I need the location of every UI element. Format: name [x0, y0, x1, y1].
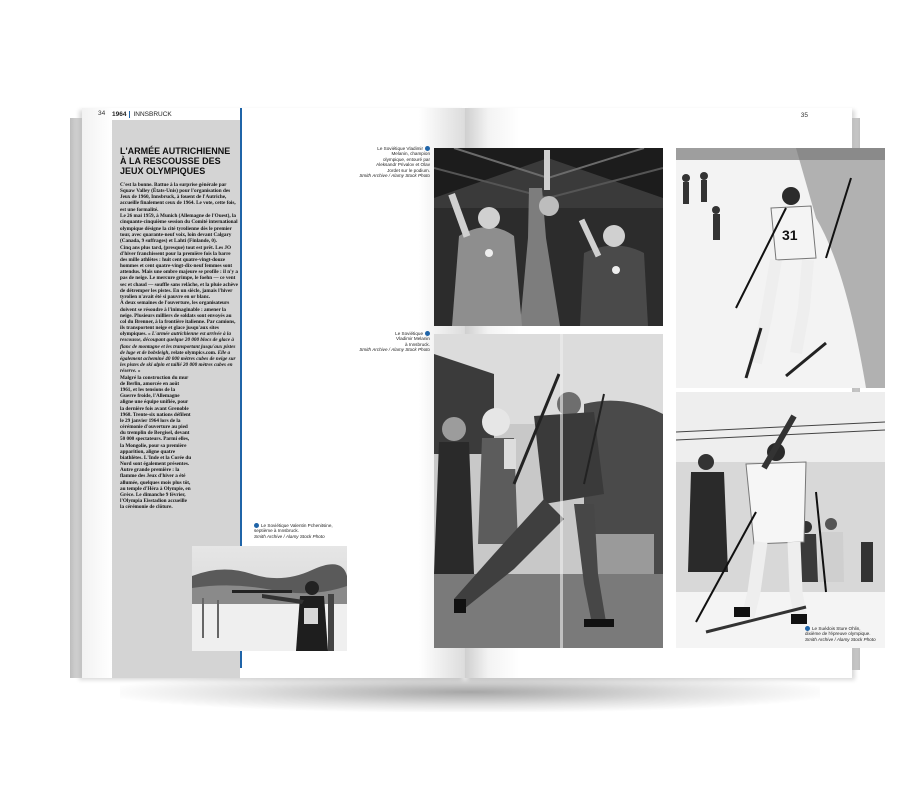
- paragraph: Malgré la construction du mur de Berlin, amorcée en août 1961, et les tensions de la Guerre froide, l'Allemagne aligne une équipe unifiée, pour la dernière fois avant Grenoble 1968. Trente-six nations défilent le 29 janvier 1964 lors de la cérémonie d'ouverture au pied du tremplin de Bergisel, devant 50 000 spectateurs. Parmi elles, la Mongolie, pour sa première apparition, aligne quatre biathlètes. L'Inde et la Corée du Nord sont également présentes. Autre grande première : la flamme des Jeux d'hiver a été allumée, quelques mois plus tôt, au temple d'Héra à Olympie, en Grèce. Le dimanche 9 février, l'Olympia Eisstadion accueille la cérémonie de clôture.: [120, 374, 192, 511]
- caption-pshenitsin: Le Soviétique Valentin Pchenitsine, septième à Innsbruck. Smith Archive / Alamy Stock Photo: [254, 523, 333, 539]
- photo-ohlin-image: [676, 392, 885, 648]
- article-title: L'ARMÉE AUTRICHIENNE À LA RESCOUSSE DES JEUX OLYMPIQUES: [120, 146, 231, 176]
- caption-ohlin: Le Suédois Sture Ohlin, dixième de l'épreuve olympique. Smith Archive / Alamy Stock Photo: [805, 626, 876, 642]
- photo-shooting-image: [192, 546, 347, 651]
- page-number-left: 34: [98, 110, 106, 117]
- caption-melanin: Le Soviétique Vladimir Melanin à Innsbruck. Smith Archive / Alamy Stock Photo: [359, 331, 430, 353]
- header-city: INNSBRUCK: [133, 110, 172, 118]
- paragraph: Le 26 mai 1959, à Munich (Allemagne de l'Ouest), la cinquante-cinquième session du Comité international olympique désigne la cité tyrolienne dès le premier tour, avec quarante-neuf voix, loin devant Calgary (Canada, 9 suffrages) et Lahti (Finlande, 0).: [120, 213, 238, 244]
- header-year: 1964: [112, 110, 127, 118]
- article-body: [120, 182, 238, 511]
- photo-melanin-biathlon: [434, 334, 663, 648]
- book-shadow: [120, 672, 820, 712]
- running-header: [112, 108, 342, 120]
- photo-melanin-image: [434, 334, 663, 648]
- paragraph: À deux semaines de l'ouverture, les organisateurs doivent se résoudre à l'inimaginable : amener la neige. Plusieurs milliers de soldats sont envoyés au col du Brenner, à la frontière italienne. Par camions, ils transportent neige et glace jusqu'aux sites olympiques. « L'armée autrichienne est arrivée à la rescousse, découpant quelque 20 000 blocs de glace à flanc de montagne et les transportant jusqu'aux pistes de luge et de bobsleigh, relate olympics.com. Elle a également acheminé 40 000 mètres cubes de neige sur les pistes de ski alpin et taillé 20 000 mètres cubes en réserve. »: [120, 300, 236, 375]
- photo-skier-ohlin: [676, 392, 885, 648]
- left-page: [82, 108, 465, 678]
- magazine-spread: [82, 108, 876, 678]
- page-number-right: 35: [800, 112, 808, 119]
- bib-number: 31: [782, 227, 798, 243]
- paragraph: Cinq ans plus tard, (presque) tout est prêt. Les JO d'hiver franchissent pour la première fois la barre des mille athlètes : huit cent quatre-vingt-douze hommes et cent quatre-vingt-dix-neuf femmes sont attendus. Mais une ombre majeure se profile : il n'y a pas de neige. Le mercure grimpe, le foehn — ce vent sec et chaud — souffle sans relâche, et la pluie achève de détremper les pistes. En un siècle, jamais l'hiver tyrolien n'avait été si pauvre en or blanc.: [120, 244, 239, 300]
- header-separator: [129, 111, 130, 118]
- photo-shooting-biathlete: [192, 546, 347, 651]
- caption-podium: Le Soviétique Vladimir Melanin, champion olympique, entouré par Aleksandr Privalov et Olav Jordet sur le podium. Smith Archive / Alamy Stock Photo: [359, 146, 430, 179]
- photo-skier-31: [676, 148, 885, 388]
- photo-podium-image: [434, 148, 663, 326]
- photo-skier-image: [676, 148, 885, 388]
- right-page: [359, 108, 876, 678]
- photo-podium: [434, 148, 663, 326]
- paragraph: C'est la bonne. Battue à la surprise générale par Squaw Valley (États-Unis) pour l'organisation des Jeux de 1960, Innsbruck, à fouent de l'Autriche, accueille finalement ceux de 1964. Le vote, cette fois, est une formalité.: [120, 182, 236, 213]
